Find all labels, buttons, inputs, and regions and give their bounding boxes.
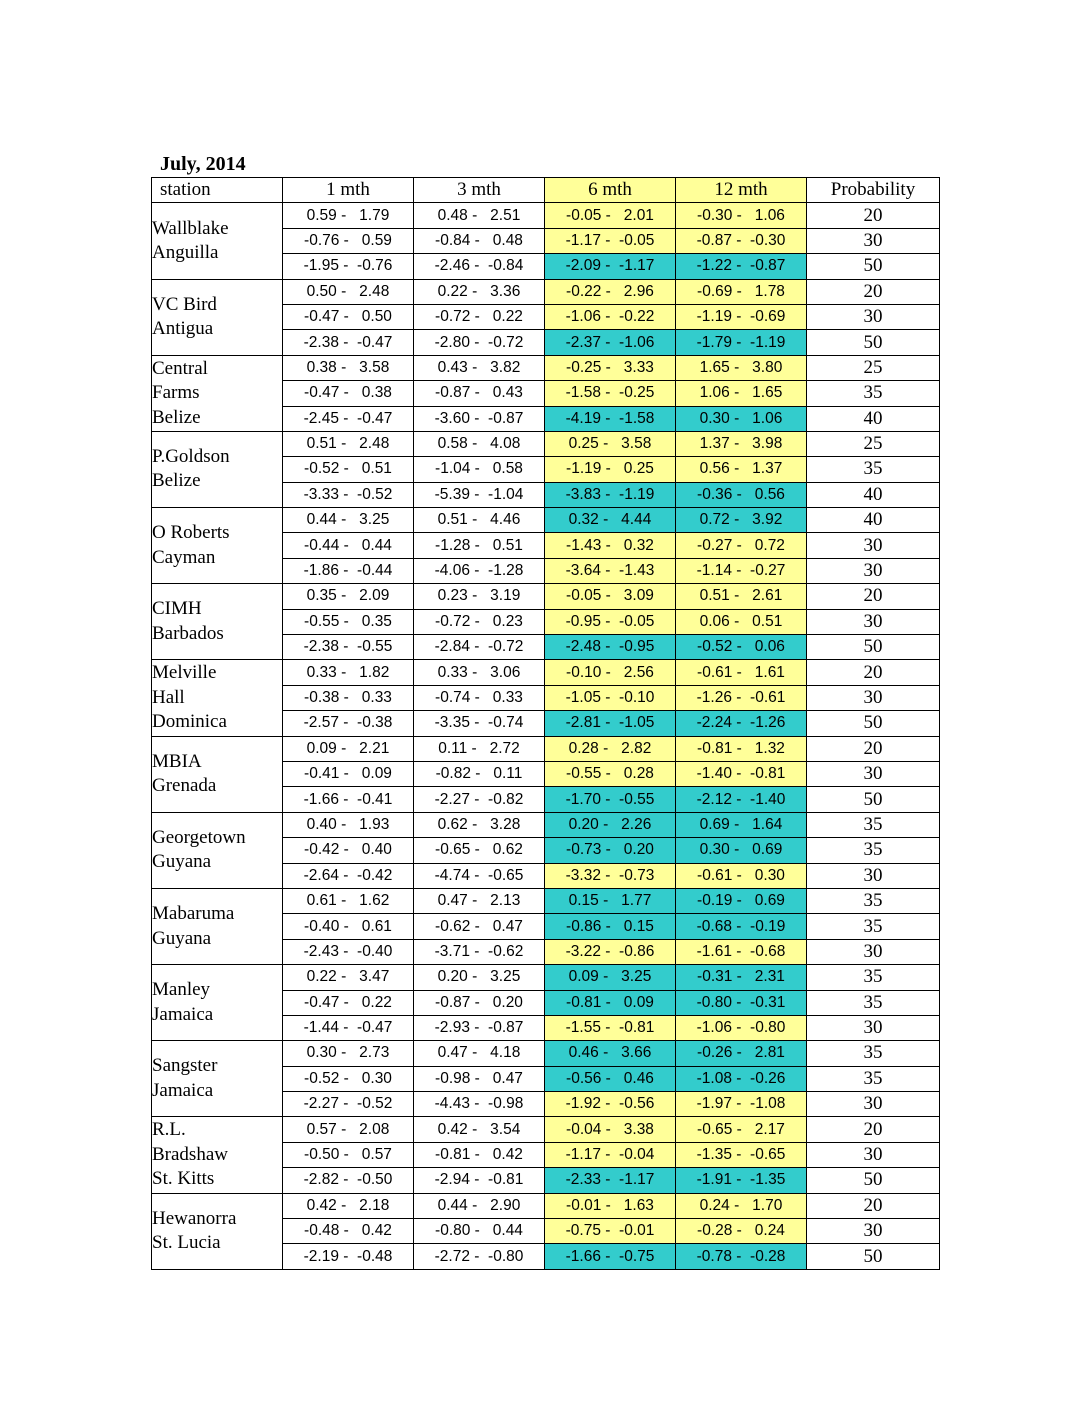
table-header	[152, 178, 940, 203]
range-3-mth-cell: -4.06 - -1.28	[414, 558, 545, 583]
range-6-mth-cell: 0.32 - 4.44	[545, 508, 676, 533]
range-6-mth-cell: -0.22 - 2.96	[545, 279, 676, 304]
range-1-mth-cell: 0.33 - 1.82	[283, 660, 414, 685]
station-name-line: Guyana	[152, 851, 212, 873]
station-name-line: Belize	[152, 406, 201, 428]
range-1-mth-cell: -1.66 - -0.41	[283, 787, 414, 812]
station-name-line: O Roberts	[152, 522, 230, 544]
range-12-mth-cell: 0.30 - 0.69	[676, 838, 807, 863]
probability-cell: 30	[807, 863, 940, 888]
range-12-mth-cell: 0.24 - 1.70	[676, 1193, 807, 1218]
range-12-mth-cell: -1.08 - -0.26	[676, 1066, 807, 1091]
range-6-mth-cell: -0.25 - 3.33	[545, 355, 676, 380]
range-6-mth-cell: 0.15 - 1.77	[545, 888, 676, 913]
range-6-mth-cell: -2.81 - -1.05	[545, 711, 676, 736]
range-12-mth-cell: -0.19 - 0.69	[676, 888, 807, 913]
range-12-mth-cell: 0.56 - 1.37	[676, 457, 807, 482]
probability-cell: 20	[807, 736, 940, 761]
range-6-mth-cell: 0.46 - 3.66	[545, 1041, 676, 1066]
range-3-mth-cell: 0.58 - 4.08	[414, 431, 545, 456]
range-6-mth-cell: 0.25 - 3.58	[545, 431, 676, 456]
range-3-mth-cell: 0.43 - 3.82	[414, 355, 545, 380]
range-12-mth-cell: -0.27 - 0.72	[676, 533, 807, 558]
range-1-mth-cell: -2.43 - -0.40	[283, 939, 414, 964]
range-12-mth-cell: 1.65 - 3.80	[676, 355, 807, 380]
range-6-mth-cell: -3.32 - -0.73	[545, 863, 676, 888]
table-row	[152, 736, 940, 761]
probability-cell: 35	[807, 381, 940, 406]
range-3-mth-cell: -0.82 - 0.11	[414, 761, 545, 786]
header-3-mth: 3 mth	[414, 178, 545, 203]
range-12-mth-cell: -1.35 - -0.65	[676, 1142, 807, 1167]
table-row	[152, 508, 940, 533]
range-12-mth-cell: -0.69 - 1.78	[676, 279, 807, 304]
range-3-mth-cell: 0.11 - 2.72	[414, 736, 545, 761]
range-12-mth-cell: -2.24 - -1.26	[676, 711, 807, 736]
range-1-mth-cell: -0.40 - 0.61	[283, 914, 414, 939]
table-row	[152, 279, 940, 304]
range-6-mth-cell: -0.56 - 0.46	[545, 1066, 676, 1091]
range-1-mth-cell: 0.42 - 2.18	[283, 1193, 414, 1218]
range-6-mth-cell: -4.19 - -1.58	[545, 406, 676, 431]
range-1-mth-cell: 0.57 - 2.08	[283, 1117, 414, 1142]
probability-cell: 30	[807, 685, 940, 710]
station-name-line: Hall	[152, 686, 185, 708]
range-12-mth-cell: -0.31 - 2.31	[676, 965, 807, 990]
probability-cell: 30	[807, 558, 940, 583]
range-6-mth-cell: -1.43 - 0.32	[545, 533, 676, 558]
range-12-mth-cell: -1.22 - -0.87	[676, 254, 807, 279]
range-1-mth-cell: -2.64 - -0.42	[283, 863, 414, 888]
range-6-mth-cell: -0.95 - -0.05	[545, 609, 676, 634]
probability-cell: 20	[807, 584, 940, 609]
probability-cell: 35	[807, 965, 940, 990]
range-3-mth-cell: -3.71 - -0.62	[414, 939, 545, 964]
header-6-mth: 6 mth	[545, 178, 676, 203]
range-6-mth-cell: -0.73 - 0.20	[545, 838, 676, 863]
range-3-mth-cell: 0.47 - 4.18	[414, 1041, 545, 1066]
range-1-mth-cell: -0.55 - 0.35	[283, 609, 414, 634]
station-name	[152, 584, 283, 660]
probability-cell: 40	[807, 508, 940, 533]
probability-cell: 30	[807, 228, 940, 253]
range-12-mth-cell: -0.87 - -0.30	[676, 228, 807, 253]
range-12-mth-cell: -1.61 - -0.68	[676, 939, 807, 964]
probability-cell: 20	[807, 1193, 940, 1218]
probability-cell: 50	[807, 787, 940, 812]
header-1-mth: 1 mth	[283, 178, 414, 203]
table-row	[152, 584, 940, 609]
range-12-mth-cell: -1.91 - -1.35	[676, 1168, 807, 1193]
probability-cell: 30	[807, 533, 940, 558]
range-6-mth-cell: -2.09 - -1.17	[545, 254, 676, 279]
probability-cell: 30	[807, 1015, 940, 1040]
range-3-mth-cell: -2.46 - -0.84	[414, 254, 545, 279]
range-12-mth-cell: -0.26 - 2.81	[676, 1041, 807, 1066]
table-row	[152, 1193, 940, 1218]
station-name	[152, 1117, 283, 1193]
range-1-mth-cell: -0.76 - 0.59	[283, 228, 414, 253]
range-12-mth-cell: 0.72 - 3.92	[676, 508, 807, 533]
range-12-mth-cell: 0.51 - 2.61	[676, 584, 807, 609]
range-6-mth-cell: -1.58 - -0.25	[545, 381, 676, 406]
range-1-mth-cell: 0.51 - 2.48	[283, 431, 414, 456]
spi-outlook-table	[151, 177, 940, 1270]
range-3-mth-cell: -3.60 - -0.87	[414, 406, 545, 431]
range-12-mth-cell: -2.12 - -1.40	[676, 787, 807, 812]
range-3-mth-cell: -2.84 - -0.72	[414, 635, 545, 660]
range-12-mth-cell: 0.69 - 1.64	[676, 812, 807, 837]
range-12-mth-cell: -0.61 - 0.30	[676, 863, 807, 888]
range-12-mth-cell: -1.14 - -0.27	[676, 558, 807, 583]
probability-cell: 40	[807, 406, 940, 431]
range-12-mth-cell: -0.28 - 0.24	[676, 1219, 807, 1244]
range-3-mth-cell: -0.98 - 0.47	[414, 1066, 545, 1091]
range-1-mth-cell: 0.22 - 3.47	[283, 965, 414, 990]
table-row	[152, 431, 940, 456]
range-12-mth-cell: -0.68 - -0.19	[676, 914, 807, 939]
probability-cell: 35	[807, 1041, 940, 1066]
range-6-mth-cell: -1.70 - -0.55	[545, 787, 676, 812]
station-name-line: Cayman	[152, 546, 216, 568]
range-6-mth-cell: 0.20 - 2.26	[545, 812, 676, 837]
range-6-mth-cell: -1.17 - -0.05	[545, 228, 676, 253]
station-name-line: MBIA	[152, 750, 202, 772]
station-name	[152, 279, 283, 355]
range-12-mth-cell: -0.80 - -0.31	[676, 990, 807, 1015]
range-6-mth-cell: 0.09 - 3.25	[545, 965, 676, 990]
station-name-line: Mabaruma	[152, 903, 235, 925]
range-3-mth-cell: 0.62 - 3.28	[414, 812, 545, 837]
range-1-mth-cell: 0.50 - 2.48	[283, 279, 414, 304]
range-12-mth-cell: -1.19 - -0.69	[676, 304, 807, 329]
range-3-mth-cell: -0.72 - 0.23	[414, 609, 545, 634]
station-name-line: Anguilla	[152, 241, 219, 263]
range-1-mth-cell: -0.48 - 0.42	[283, 1219, 414, 1244]
range-6-mth-cell: -1.55 - -0.81	[545, 1015, 676, 1040]
range-12-mth-cell: 1.06 - 1.65	[676, 381, 807, 406]
probability-cell: 30	[807, 1142, 940, 1167]
probability-cell: 30	[807, 1092, 940, 1117]
range-1-mth-cell: -2.45 - -0.47	[283, 406, 414, 431]
range-3-mth-cell: -0.87 - 0.43	[414, 381, 545, 406]
range-12-mth-cell: -1.06 - -0.80	[676, 1015, 807, 1040]
range-3-mth-cell: -2.27 - -0.82	[414, 787, 545, 812]
station-name	[152, 888, 283, 964]
probability-cell: 20	[807, 660, 940, 685]
station-name-line: Georgetown	[152, 826, 246, 848]
probability-cell: 30	[807, 609, 940, 634]
range-1-mth-cell: -0.47 - 0.38	[283, 381, 414, 406]
station-name-line: VC Bird	[152, 293, 217, 315]
station-name	[152, 812, 283, 888]
probability-cell: 30	[807, 761, 940, 786]
range-12-mth-cell: -1.40 - -0.81	[676, 761, 807, 786]
station-name	[152, 508, 283, 584]
range-6-mth-cell: -3.22 - -0.86	[545, 939, 676, 964]
range-6-mth-cell: -0.55 - 0.28	[545, 761, 676, 786]
station-name-line: R.L.	[152, 1119, 186, 1141]
range-1-mth-cell: -2.19 - -0.48	[283, 1244, 414, 1269]
range-1-mth-cell: -1.95 - -0.76	[283, 254, 414, 279]
range-1-mth-cell: -0.38 - 0.33	[283, 685, 414, 710]
station-name-line: Dominica	[152, 711, 227, 733]
probability-cell: 20	[807, 1117, 940, 1142]
range-6-mth-cell: -0.86 - 0.15	[545, 914, 676, 939]
range-3-mth-cell: -0.62 - 0.47	[414, 914, 545, 939]
range-6-mth-cell: -0.05 - 2.01	[545, 203, 676, 228]
range-6-mth-cell: -3.83 - -1.19	[545, 482, 676, 507]
station-name-line: St. Lucia	[152, 1232, 221, 1254]
table-row	[152, 812, 940, 837]
station-name	[152, 736, 283, 812]
station-name-line: Sangster	[152, 1055, 218, 1077]
header-12-mth: 12 mth	[676, 178, 807, 203]
range-6-mth-cell: -1.92 - -0.56	[545, 1092, 676, 1117]
range-3-mth-cell: -0.80 - 0.44	[414, 1219, 545, 1244]
range-1-mth-cell: -0.42 - 0.40	[283, 838, 414, 863]
range-3-mth-cell: -3.35 - -0.74	[414, 711, 545, 736]
probability-cell: 35	[807, 812, 940, 837]
probability-cell: 20	[807, 203, 940, 228]
probability-cell: 40	[807, 482, 940, 507]
range-3-mth-cell: 0.42 - 3.54	[414, 1117, 545, 1142]
range-6-mth-cell: -3.64 - -1.43	[545, 558, 676, 583]
probability-cell: 35	[807, 888, 940, 913]
table-row	[152, 1041, 940, 1066]
station-name-line: Hewanorra	[152, 1207, 237, 1229]
range-6-mth-cell: -0.10 - 2.56	[545, 660, 676, 685]
range-6-mth-cell: -2.37 - -1.06	[545, 330, 676, 355]
station-name-line: Jamaica	[152, 1079, 214, 1101]
probability-cell: 35	[807, 914, 940, 939]
station-name	[152, 1193, 283, 1269]
range-1-mth-cell: -0.50 - 0.57	[283, 1142, 414, 1167]
range-12-mth-cell: -0.30 - 1.06	[676, 203, 807, 228]
probability-cell: 25	[807, 355, 940, 380]
range-1-mth-cell: 0.40 - 1.93	[283, 812, 414, 837]
range-12-mth-cell: -0.78 - -0.28	[676, 1244, 807, 1269]
probability-cell: 35	[807, 457, 940, 482]
station-name-line: Farms	[152, 382, 200, 404]
range-6-mth-cell: -1.19 - 0.25	[545, 457, 676, 482]
table-row	[152, 355, 940, 380]
probability-cell: 30	[807, 939, 940, 964]
station-name	[152, 431, 283, 507]
range-3-mth-cell: 0.44 - 2.90	[414, 1193, 545, 1218]
range-6-mth-cell: -1.66 - -0.75	[545, 1244, 676, 1269]
range-1-mth-cell: -1.86 - -0.44	[283, 558, 414, 583]
document-title: July, 2014	[160, 153, 246, 175]
range-3-mth-cell: -0.65 - 0.62	[414, 838, 545, 863]
probability-cell: 50	[807, 711, 940, 736]
probability-cell: 35	[807, 1066, 940, 1091]
range-6-mth-cell: -2.48 - -0.95	[545, 635, 676, 660]
range-6-mth-cell: -0.04 - 3.38	[545, 1117, 676, 1142]
range-12-mth-cell: -1.97 - -1.08	[676, 1092, 807, 1117]
range-3-mth-cell: -2.80 - -0.72	[414, 330, 545, 355]
station-name-line: P.Goldson	[152, 446, 230, 468]
range-3-mth-cell: -0.84 - 0.48	[414, 228, 545, 253]
range-3-mth-cell: -2.94 - -0.81	[414, 1168, 545, 1193]
station-name	[152, 1041, 283, 1117]
range-3-mth-cell: -5.39 - -1.04	[414, 482, 545, 507]
range-1-mth-cell: -2.38 - -0.55	[283, 635, 414, 660]
station-name-line: Central	[152, 357, 208, 379]
station-name-line: Manley	[152, 979, 211, 1001]
range-1-mth-cell: -0.44 - 0.44	[283, 533, 414, 558]
range-1-mth-cell: -0.47 - 0.22	[283, 990, 414, 1015]
range-6-mth-cell: -1.17 - -0.04	[545, 1142, 676, 1167]
station-name	[152, 355, 283, 431]
range-12-mth-cell: -0.81 - 1.32	[676, 736, 807, 761]
probability-cell: 50	[807, 330, 940, 355]
range-3-mth-cell: -2.72 - -0.80	[414, 1244, 545, 1269]
table-body	[152, 203, 940, 1269]
range-3-mth-cell: -0.87 - 0.20	[414, 990, 545, 1015]
probability-cell: 50	[807, 1168, 940, 1193]
station-name	[152, 203, 283, 279]
range-12-mth-cell: -0.61 - 1.61	[676, 660, 807, 685]
range-6-mth-cell: -0.75 - -0.01	[545, 1219, 676, 1244]
range-12-mth-cell: 0.30 - 1.06	[676, 406, 807, 431]
probability-cell: 35	[807, 990, 940, 1015]
station-name-line: Belize	[152, 470, 201, 492]
range-12-mth-cell: -1.79 - -1.19	[676, 330, 807, 355]
station-name-line: Guyana	[152, 927, 212, 949]
station-name-line: Wallblake	[152, 217, 229, 239]
station-name	[152, 660, 283, 736]
range-12-mth-cell: 0.06 - 0.51	[676, 609, 807, 634]
range-6-mth-cell: -0.81 - 0.09	[545, 990, 676, 1015]
table-row	[152, 965, 940, 990]
table-row	[152, 888, 940, 913]
probability-cell: 50	[807, 1244, 940, 1269]
station-name-line: Grenada	[152, 775, 217, 797]
probability-cell: 50	[807, 635, 940, 660]
range-3-mth-cell: -1.04 - 0.58	[414, 457, 545, 482]
station-name-line: Antigua	[152, 318, 214, 340]
range-3-mth-cell: -2.93 - -0.87	[414, 1015, 545, 1040]
probability-cell: 50	[807, 254, 940, 279]
header-probability: Probability	[807, 178, 940, 203]
range-3-mth-cell: 0.48 - 2.51	[414, 203, 545, 228]
range-1-mth-cell: 0.44 - 3.25	[283, 508, 414, 533]
range-6-mth-cell: 0.28 - 2.82	[545, 736, 676, 761]
range-3-mth-cell: 0.20 - 3.25	[414, 965, 545, 990]
range-1-mth-cell: -1.44 - -0.47	[283, 1015, 414, 1040]
range-1-mth-cell: -3.33 - -0.52	[283, 482, 414, 507]
range-1-mth-cell: -0.41 - 0.09	[283, 761, 414, 786]
probability-cell: 30	[807, 304, 940, 329]
station-name-line: St. Kitts	[152, 1168, 215, 1190]
range-1-mth-cell: 0.38 - 3.58	[283, 355, 414, 380]
range-3-mth-cell: -4.74 - -0.65	[414, 863, 545, 888]
range-1-mth-cell: -2.38 - -0.47	[283, 330, 414, 355]
range-1-mth-cell: -2.82 - -0.50	[283, 1168, 414, 1193]
station-name-line: Barbados	[152, 622, 224, 644]
range-6-mth-cell: -2.33 - -1.17	[545, 1168, 676, 1193]
range-3-mth-cell: 0.47 - 2.13	[414, 888, 545, 913]
range-3-mth-cell: -1.28 - 0.51	[414, 533, 545, 558]
range-12-mth-cell: -0.65 - 2.17	[676, 1117, 807, 1142]
range-3-mth-cell: -0.72 - 0.22	[414, 304, 545, 329]
range-3-mth-cell: 0.23 - 3.19	[414, 584, 545, 609]
table-row	[152, 203, 940, 228]
range-1-mth-cell: 0.09 - 2.21	[283, 736, 414, 761]
range-6-mth-cell: -1.05 - -0.10	[545, 685, 676, 710]
range-1-mth-cell: 0.35 - 2.09	[283, 584, 414, 609]
range-1-mth-cell: -0.47 - 0.50	[283, 304, 414, 329]
range-6-mth-cell: -0.01 - 1.63	[545, 1193, 676, 1218]
range-1-mth-cell: -0.52 - 0.51	[283, 457, 414, 482]
range-1-mth-cell: -2.57 - -0.38	[283, 711, 414, 736]
range-1-mth-cell: -2.27 - -0.52	[283, 1092, 414, 1117]
range-3-mth-cell: -4.43 - -0.98	[414, 1092, 545, 1117]
range-12-mth-cell: -0.36 - 0.56	[676, 482, 807, 507]
station-name-line: CIMH	[152, 598, 202, 620]
station-name-line: Jamaica	[152, 1003, 214, 1025]
table-row	[152, 660, 940, 685]
probability-cell: 25	[807, 431, 940, 456]
probability-cell: 20	[807, 279, 940, 304]
range-6-mth-cell: -0.05 - 3.09	[545, 584, 676, 609]
range-3-mth-cell: -0.81 - 0.42	[414, 1142, 545, 1167]
range-3-mth-cell: 0.33 - 3.06	[414, 660, 545, 685]
range-1-mth-cell: 0.30 - 2.73	[283, 1041, 414, 1066]
station-name	[152, 965, 283, 1041]
range-12-mth-cell: -1.26 - -0.61	[676, 685, 807, 710]
table-row	[152, 1117, 940, 1142]
range-1-mth-cell: 0.59 - 1.79	[283, 203, 414, 228]
range-3-mth-cell: 0.22 - 3.36	[414, 279, 545, 304]
range-3-mth-cell: 0.51 - 4.46	[414, 508, 545, 533]
probability-cell: 35	[807, 838, 940, 863]
station-name-line: Melville	[152, 662, 217, 684]
header-station: station	[152, 178, 283, 203]
range-12-mth-cell: -0.52 - 0.06	[676, 635, 807, 660]
range-3-mth-cell: -0.74 - 0.33	[414, 685, 545, 710]
station-name-line: Bradshaw	[152, 1143, 228, 1165]
range-1-mth-cell: -0.52 - 0.30	[283, 1066, 414, 1091]
range-12-mth-cell: 1.37 - 3.98	[676, 431, 807, 456]
probability-cell: 30	[807, 1219, 940, 1244]
range-1-mth-cell: 0.61 - 1.62	[283, 888, 414, 913]
range-6-mth-cell: -1.06 - -0.22	[545, 304, 676, 329]
